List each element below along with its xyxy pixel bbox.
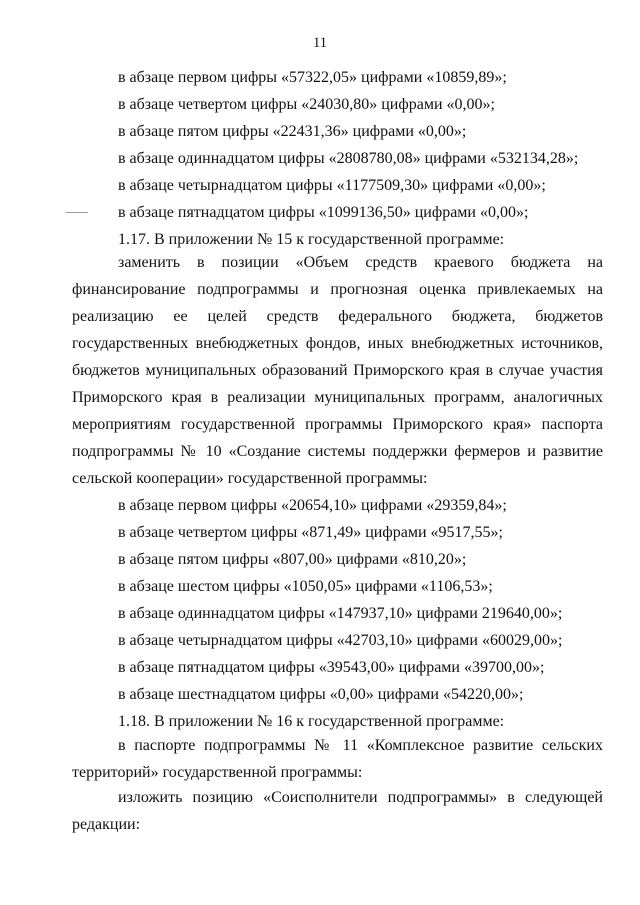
list-item: в абзаце пятом цифры «22431,36» цифрами «0,00»; [118,123,467,140]
paragraph-line: заменить в позиции «Объем средств краевого бюджета на [118,254,603,271]
paragraph-line: реализацию ее целей средств федерального бюджета, бюджетов [72,308,603,325]
list-item: в абзаце шестом цифры «1050,05» цифрами «1106,53»; [118,578,493,595]
list-item: в абзаце одиннадцатом цифры «147937,10» цифрами 219640,00»; [118,605,563,622]
list-item: в абзаце четырнадцатом цифры «1177509,30» цифрами «0,00»; [118,177,546,194]
list-item: в абзаце шестнадцатом цифры «0,00» цифрами «54220,00»; [118,686,524,703]
paragraph-line: сельской кооперации» государственной программы: [72,470,428,487]
list-item: в абзаце четырнадцатом цифры «42703,10» цифрами «60029,00»; [118,632,563,649]
list-item: в абзаце четвертом цифры «24030,80» цифрами «0,00»; [118,96,495,113]
list-item: в абзаце четвертом цифры «871,49» цифрами «9517,55»; [118,524,503,541]
section-heading-1-18: 1.18. В приложении № 16 к государственной программе: [118,713,505,730]
list-item: в абзаце пятнадцатом цифры «1099136,50» цифрами «0,00»; [118,204,529,221]
paragraph-line: государственных внебюджетных фондов, иных внебюджетных источников, [72,335,603,352]
list-item: в абзаце первом цифры «57322,05» цифрами «10859,89»; [118,69,507,86]
paragraph-line: Приморского края в реализации муниципальных программ, аналогичных [72,389,603,406]
paragraph-line: территорий» государственной программы: [72,764,363,781]
paragraph-line: финансирование подпрограммы и прогнозная оценка привлекаемых на [72,281,603,298]
list-item: в абзаце первом цифры «20654,10» цифрами «29359,84»; [118,497,507,514]
list-item: в абзаце одиннадцатом цифры «2808780,08» цифрами «532134,28»; [118,150,579,167]
paragraph-line: мероприятиям государственной программы Приморского края» паспорта [72,416,603,433]
section-heading-1-17: 1.17. В приложении № 15 к государственной программе: [118,231,505,248]
page-number: 11 [313,35,327,51]
margin-tick-mark [66,212,88,213]
paragraph-line: подпрограммы № 10 «Создание системы поддержки фермеров и развитие [72,443,603,460]
list-item: в абзаце пятом цифры «807,00» цифрами «810,20»; [118,551,467,568]
paragraph-line: в паспорте подпрограммы № 11 «Комплексное развитие сельских [118,737,603,754]
list-item: в абзаце пятнадцатом цифры «39543,00» цифрами «39700,00»; [118,659,545,676]
paragraph-line: изложить позицию «Соисполнители подпрограммы» в следующей [118,789,603,806]
paragraph-line: редакции: [72,816,141,833]
paragraph-line: бюджетов муниципальных образований Приморского края в случае участия [72,362,603,379]
